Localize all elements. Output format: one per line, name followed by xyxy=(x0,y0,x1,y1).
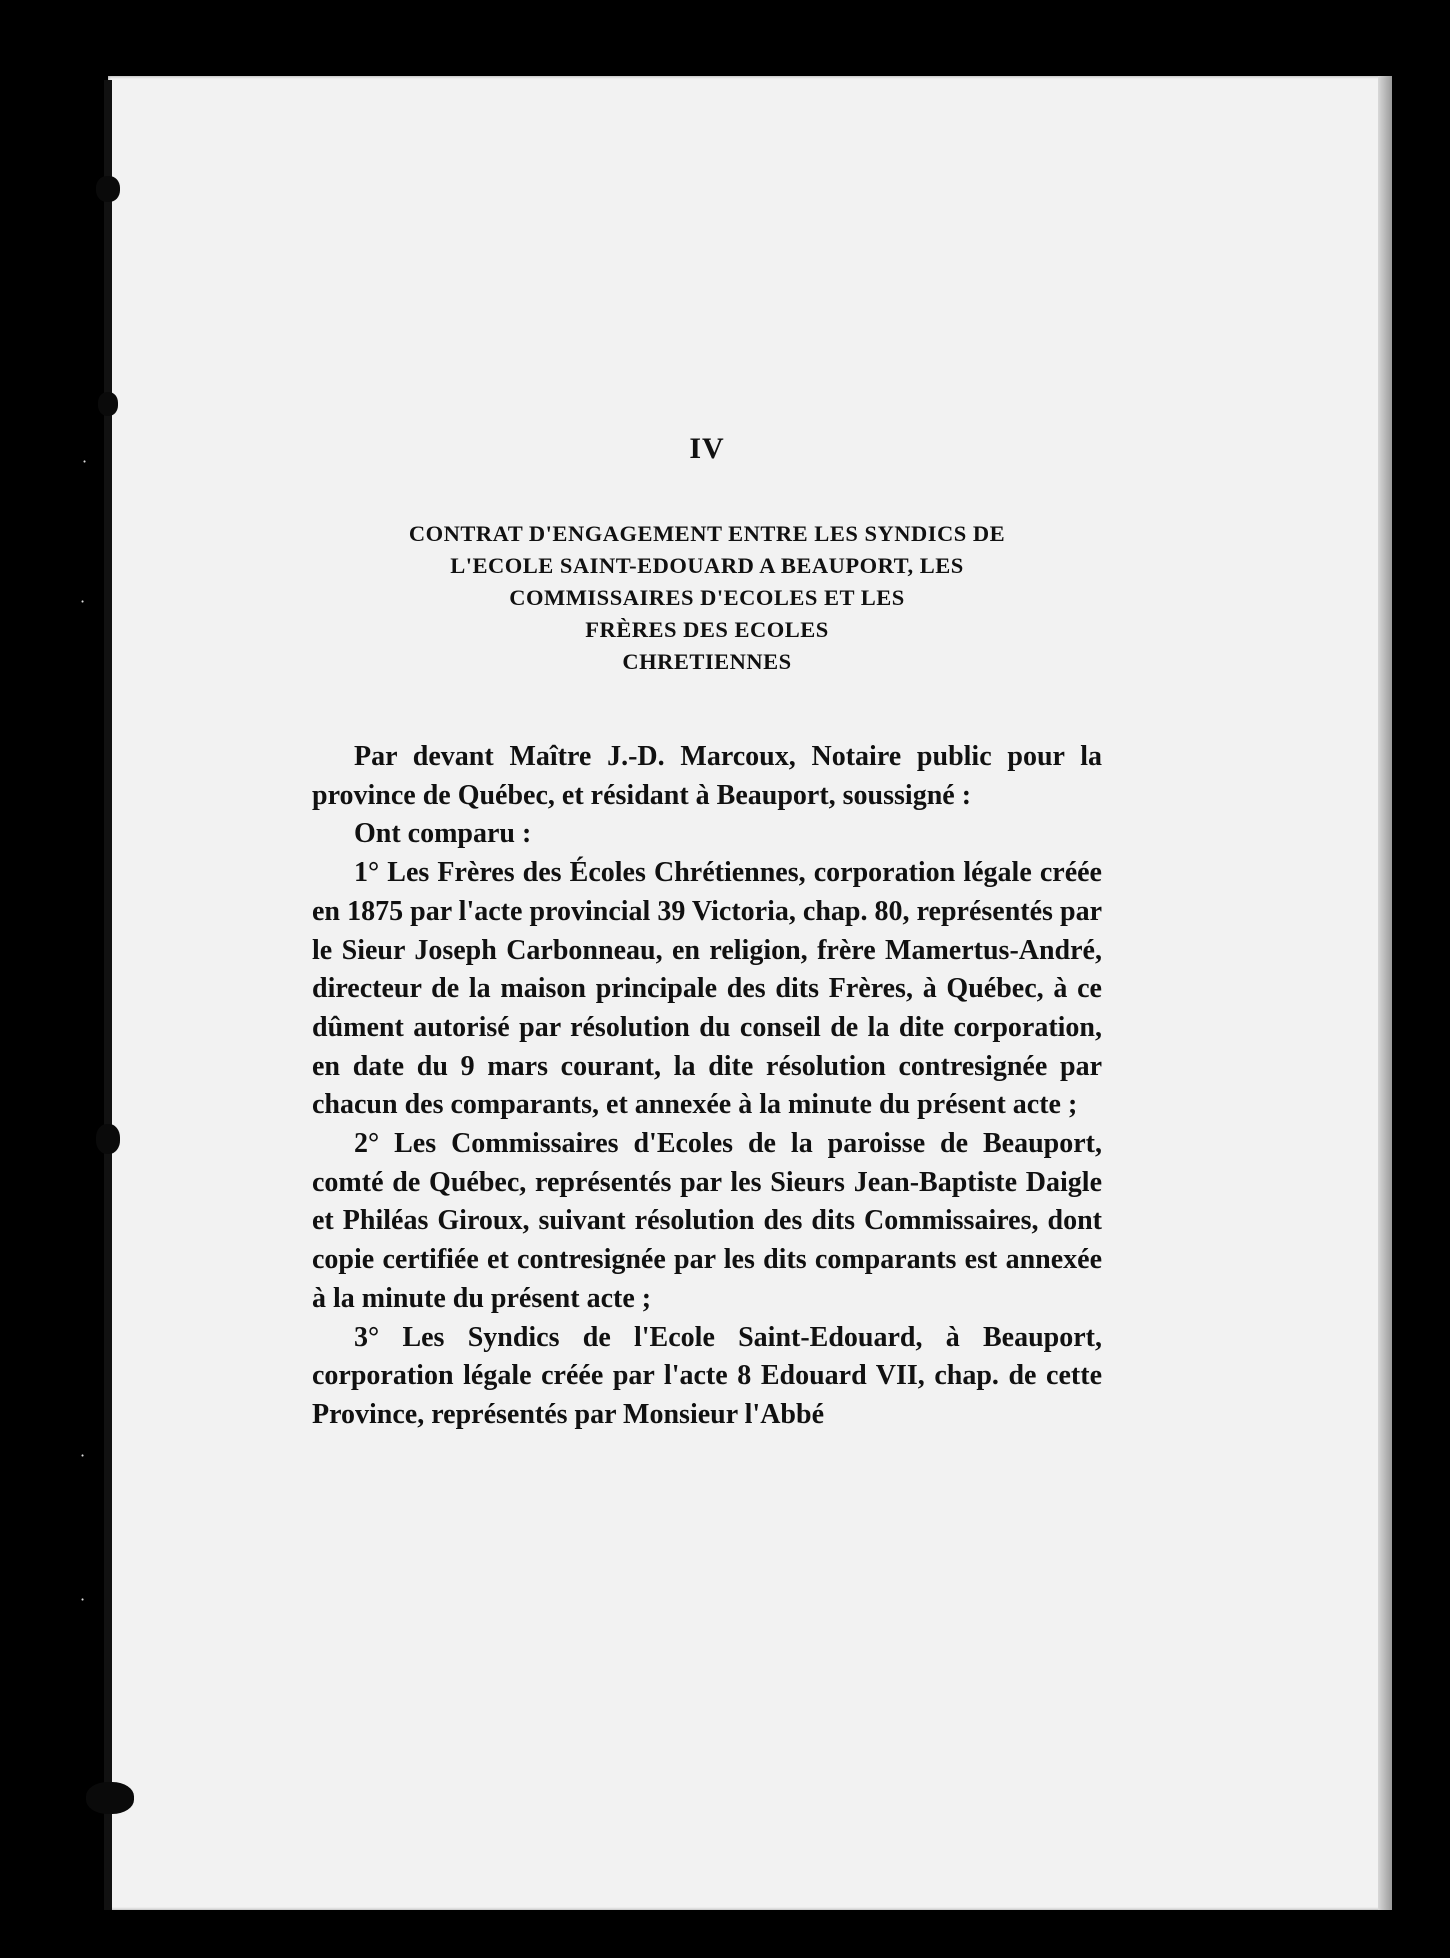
binding-stitch xyxy=(98,392,118,416)
binding-thread xyxy=(104,80,112,1910)
binding-stitch xyxy=(96,1124,120,1154)
margin-mark: · xyxy=(80,1590,86,1609)
paragraph-party-1: 1° Les Frères des Écoles Chrétiennes, corporation légale créée en 1875 par l'acte provincial 39 Victoria, chap. 80, représentés par le Sieur Joseph Carbonneau, en religion, frère Mamertus-André, directeur de la maison principale des dits Frères, à Québec, à ce dûment autorisé par résolution du conseil de la dite corporation, en date du 9 mars courant, la dite résolution contresignée par chacun des comparants, et annexée à la minute du présent acte ; xyxy=(312,857,1102,1121)
paragraph-parties-intro: Ont comparu : xyxy=(354,818,532,850)
heading-line: COMMISSAIRES D'ECOLES ET LES xyxy=(509,585,905,610)
margin-mark: · xyxy=(80,1446,86,1465)
heading-line: CHRETIENNES xyxy=(622,649,792,674)
chapter-number: IV xyxy=(689,432,725,465)
document-body xyxy=(312,432,1102,1435)
binding-stitch xyxy=(86,1782,134,1814)
heading-line: CONTRAT D'ENGAGEMENT ENTRE LES SYNDICS DE xyxy=(408,521,1006,546)
binding-stitch xyxy=(96,176,120,202)
paragraph-party-2: 2° Les Commissaires d'Ecoles de la paroisse de Beauport, comté de Québec, représentés par les Sieurs Jean-Baptiste Daigle et Philéas Giroux, suivant résolution des dits Commissaires, dont copie certifiée et contresignée par les dits comparants est annexée à la minute du présent acte ; xyxy=(312,1128,1102,1314)
margin-mark: · xyxy=(80,592,86,611)
paragraph-party-3: 3° Les Syndics de l'Ecole Saint-Edouard, à Beauport, corporation légale créée par l'acte 8 Edouard VII, chap. de cette Province, représentés par Monsieur l'Abbé xyxy=(312,1321,1102,1430)
heading-line: L'ECOLE SAINT-EDOUARD A BEAUPORT, LES xyxy=(450,553,964,578)
contract-text xyxy=(312,738,1102,1435)
document-heading xyxy=(304,518,1110,678)
page-edge-shadow xyxy=(1378,76,1392,1910)
paragraph-preamble: Par devant Maître J.-D. Marcoux, Notaire public pour la province de Québec, et résidant à Beauport, soussigné : xyxy=(312,741,1102,811)
margin-mark: · xyxy=(82,452,88,471)
heading-line: FRÈRES DES ECOLES xyxy=(585,617,829,642)
